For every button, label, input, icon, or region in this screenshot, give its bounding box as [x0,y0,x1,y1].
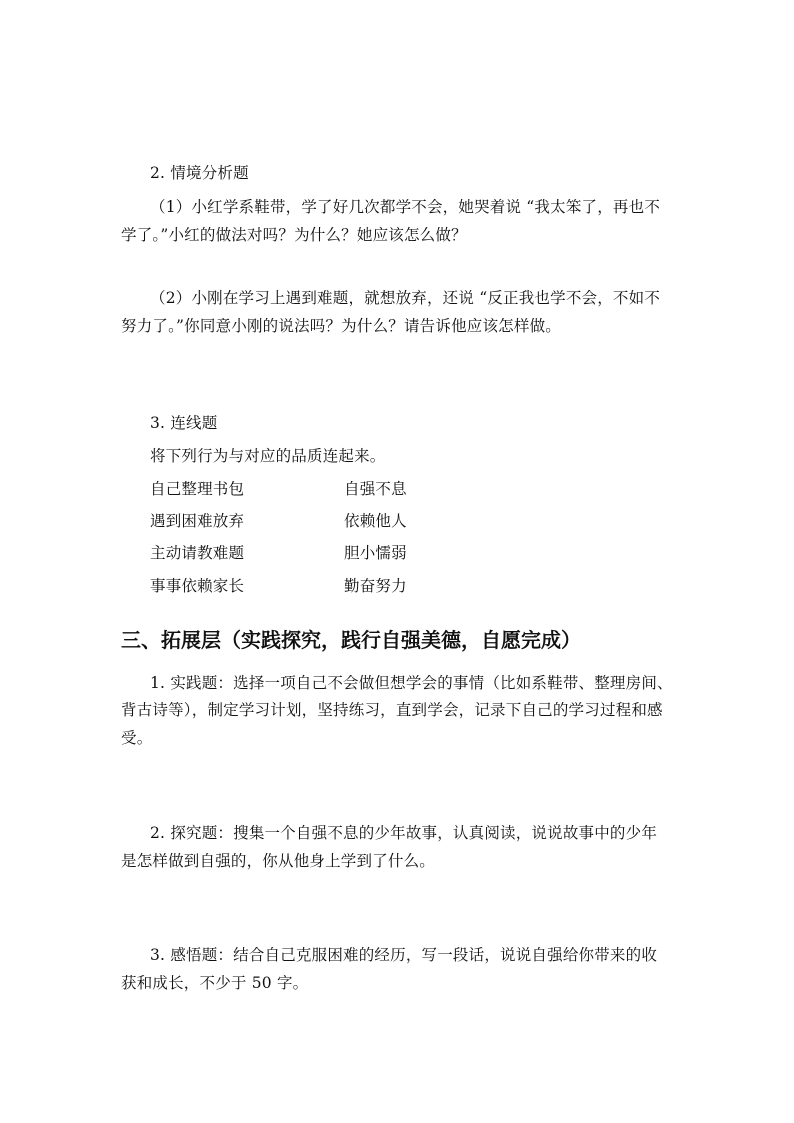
practice-question-line-2: 背古诗等），制定学习计划，坚持练习，直到学会，记录下自己的学习过程和感 [121,701,663,719]
question-2-title: 2. 情境分析题 [150,164,249,182]
inquiry-question-line-2: 是怎样做到自强的，你从他身上学到了什么。 [121,852,436,870]
section-3-heading: 三、拓展层（实践探究，践行自强美德，自愿完成） [121,628,581,652]
question-2-2-line-1: （2）小刚在学习上遇到难题，就想放弃，还说 “反正我也学不会，不如不 [150,289,661,307]
reflection-question-line-1: 3. 感悟题：结合自己克服困难的经历，写一段话，说说自强给你带来的收 [150,946,658,964]
question-2-1-line-2: 学了。”小红的做法对吗？为什么？她应该怎么做？ [121,226,467,244]
quality-item: 依赖他人 [344,512,407,530]
question-3-instruction: 将下列行为与对应的品质连起来。 [150,447,386,465]
reflection-question-line-2: 获和成长，不少于 50 字。 [121,974,309,992]
question-3-title: 3. 连线题 [150,414,218,432]
behavior-item: 事事依赖家长 [150,577,245,595]
practice-question-line-3: 受。 [121,729,153,747]
practice-question-line-1: 1. 实践题：选择一项自己不会做但想学会的事情（比如系鞋带、整理房间、 [150,674,673,692]
behavior-item: 自己整理书包 [150,480,245,498]
behavior-item: 主动请教难题 [150,544,245,562]
quality-item: 自强不息 [344,480,407,498]
question-2-2-line-2: 努力了。”你同意小刚的说法吗？为什么？请告诉他应该怎样做。 [121,317,561,335]
quality-item: 勤奋努力 [344,577,407,595]
quality-item: 胆小懦弱 [344,544,407,562]
inquiry-question-line-1: 2. 探究题：搜集一个自强不息的少年故事，认真阅读，说说故事中的少年 [150,824,658,842]
question-2-1-line-1: （1）小红学系鞋带，学了好几次都学不会，她哭着说 “我太笨了，再也不 [150,198,661,216]
behavior-item: 遇到困难放弃 [150,512,245,530]
